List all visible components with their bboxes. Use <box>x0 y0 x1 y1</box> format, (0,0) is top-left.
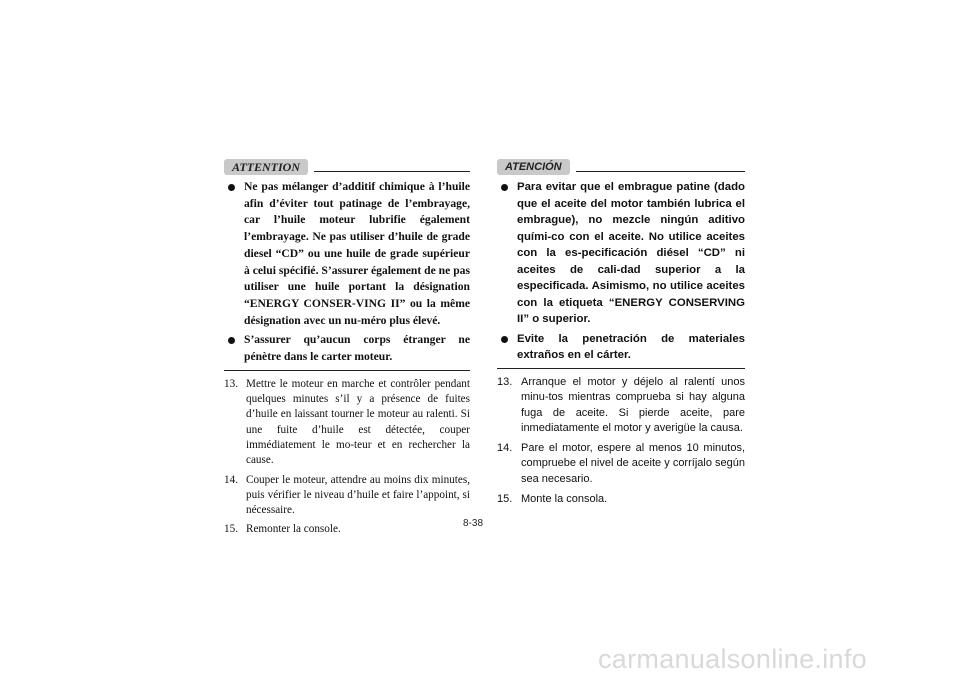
warning-item <box>497 331 745 364</box>
watermark: carmanualsonline.info <box>598 644 867 674</box>
warning-list <box>497 179 745 364</box>
bullet-icon <box>501 184 508 191</box>
bullet-icon <box>228 184 235 191</box>
warning-end-rule <box>497 368 745 369</box>
warning-end-rule <box>224 370 470 371</box>
step-number: 15. <box>224 523 238 536</box>
step-text: Pare el motor, espere al menos 10 minutos, compruebe el nivel de aceite y corríjalo según sea necesario. <box>521 441 745 486</box>
step-text: Arranque el motor y déjelo al ralentí unos minu-tos mientras comprueba si hay alguna fuga de aceite. Si pierde aceite, pare inmediatamente el motor y averigüe la causa. <box>521 375 745 435</box>
step-list <box>224 377 470 538</box>
attention-header <box>224 157 470 175</box>
warning-item <box>497 179 745 328</box>
step-list <box>497 375 745 508</box>
page-number: 8-38 <box>463 518 484 529</box>
warning-item <box>224 179 470 329</box>
step-item <box>224 473 470 519</box>
step-text: Mettre le moteur en marche et contrôler pendant quelques minutes s’il y a présence de fuites d’huile en laissant tourner le moteur au ralenti. Si une fuite d’huile est détectée, couper immédiatement le mo-teur et en rechercher la cause. <box>246 377 470 467</box>
spanish-column <box>497 157 745 511</box>
step-text: Monte la consola. <box>521 492 608 505</box>
warning-item <box>224 332 470 365</box>
warning-list <box>224 179 470 366</box>
step-item <box>224 377 470 469</box>
step-number: 15. <box>497 492 513 505</box>
atencion-header <box>497 157 745 175</box>
french-column <box>224 157 470 542</box>
step-number: 14. <box>224 473 238 486</box>
step-item <box>224 522 470 537</box>
attention-badge: ATTENTION <box>224 159 308 175</box>
step-number: 13. <box>497 375 513 388</box>
warning-text: Ne pas mélanger d’additif chimique à l’huile afin d’éviter tout patinage de l’embrayage, car l’huile moteur lubrifie également l’embrayage. Ne pas utiliser d’huile de grade diesel “CD” ou une huile de grade supérieur à celui spécifié. S’assurer également de ne pas utiliser une huile portant la désignation “ENERGY CONSER-VING II” ou la même désignation avec un nu-méro plus élevé. <box>244 180 470 327</box>
header-rule <box>576 171 745 172</box>
step-item <box>497 441 745 488</box>
step-number: 13. <box>224 377 238 390</box>
atencion-badge: ATENCIÓN <box>497 159 570 175</box>
header-rule <box>314 171 470 172</box>
bullet-icon <box>228 337 235 344</box>
warning-text: Para evitar que el embrague patine (dado que el aceite del motor también lubrica el embrague), no mezcle ningún aditivo quími-co con el aceite. No utilice aceites con la es-pecificación diésel “CD” ni aceites de cali-dad superior a la especificada. Asimismo, no utilice aceites con la etiqueta “ENERGY CONSERVING II” o superior. <box>517 181 745 325</box>
warning-text: S’assurer qu’aucun corps étranger ne pénètre dans le carter moteur. <box>244 333 470 364</box>
step-item <box>497 375 745 437</box>
step-item <box>497 492 745 508</box>
step-number: 14. <box>497 441 513 454</box>
warning-text: Evite la penetración de materiales extraños en el cárter. <box>517 332 745 361</box>
step-text: Remonter la console. <box>246 523 341 536</box>
step-text: Couper le moteur, attendre au moins dix minutes, puis vérifier le niveau d’huile et faire l’appoint, si nécessaire. <box>246 473 470 517</box>
bullet-icon <box>501 336 508 343</box>
